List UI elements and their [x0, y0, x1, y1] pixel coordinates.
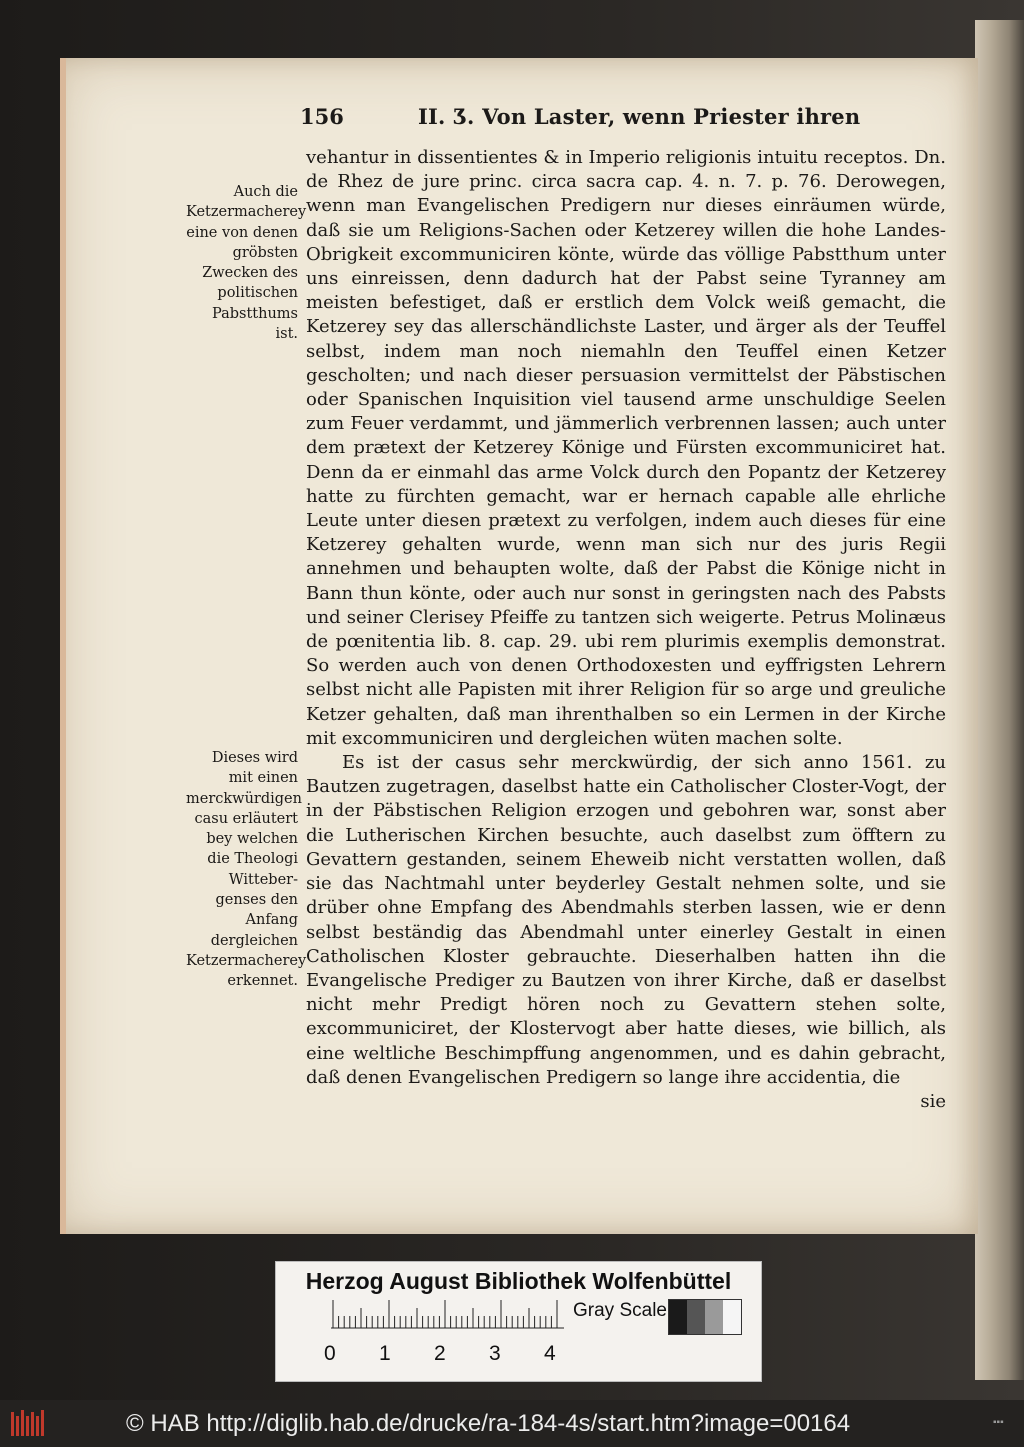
gray-swatch [723, 1300, 741, 1334]
copyright-link[interactable]: © HAB http://diglib.hab.de/drucke/ra-184-4s/start.htm?image=00164 [126, 1410, 851, 1437]
paragraph-1: vehantur in dissentientes & in Imperio religionis intuitu receptos. Dn. de Rhez de jure princ. circa sacra cap. 4. n. 7. p. 76. Derowegen, wenn man Evangelischen Predigern nur dieses einräumen würde, daß sie um Religions-Sachen oder Ketzerey willen die hohe Landes-Obrigkeit excommuniciren könte, würde das völlige Pabstthum unter uns einreissen, denn dadurch hat der Pabst seine Tyranney am meisten befestiget, daß er erstlich dem Volck weiß gemacht, die Ketzerey sey das allerschändlichste Laster, und ärger als der Teuffel selbst, indem man noch niemahln den Teuffel einen Ketzer gescholten; und nach dieser persuasion vermittelst der Päbstischen oder Spanischen Inquisition viel tausend arme unschuldige Seelen zum Feuer verdammt, und jämmerlich verbrennen lassen; auch unter dem prætext der Ketzerey Könige und Fürsten excommuniciret hat. Denn da er einmahl das arme Volck durch den Popantz der Ketzerey hatte zu fürchten gemacht, war er hernach capable alle ehrliche Leute unter diesen prætext zu verfolgen, indem auch dieses für eine Ketzerey gehalten wurde, wenn man sich nur des juris Regii annehmen und behaupten wolte, daß der Pabst die Könige nicht in Bann thun könte, oder auch nur sonst in geringsten nach des Pabsts und seiner Clerisey Pfeiffe zu tantzen sich weigerte. Petrus Molinæus de pœnitentia lib. 8. cap. 29. ubi rem plurimis exemplis demonstrat. So werden auch von denen Orthodoxesten und eyffrigsten Lehrern selbst nicht alle Papisten mit ihrer Religion für so arge und greuliche Ketzer gehalten, daß man ihrenthalben so ein Lermen in der Kirche mit excommuniciren und dergleichen wüten machen solte. [306, 147, 946, 749]
margin-note-2: Dieses wird mit einen merckwürdigen casu erläutert bey welchen die Theologi Wittebergenses den Anfang dergleichen Ketzermacherey erkennet. [186, 750, 307, 990]
body-text [306, 146, 946, 1114]
ruler-labels [324, 1342, 584, 1366]
running-title: II. Ʒ. Von Laster, wenn Priester ihren [418, 104, 861, 129]
library-name: Herzog August Bibliothek Wolfenbüttel [305, 1268, 732, 1294]
gray-swatch [687, 1300, 705, 1334]
gray-scale-swatches [668, 1299, 742, 1335]
gray-scale-label: Gray Scale [573, 1300, 667, 1321]
hab-logo-icon [10, 1408, 48, 1438]
page-header [300, 104, 960, 134]
margin-note-1: Auch die Ketzermacherey eine von denen gröbsten Zwecken des politischen Pabstthums ist. [186, 184, 307, 343]
ruler-icon [331, 1298, 564, 1330]
ruler-label: 1 [379, 1342, 391, 1365]
ruler-label: 3 [489, 1342, 501, 1365]
ruler-label: 4 [544, 1342, 556, 1365]
paragraph-2: Es ist der casus sehr merckwürdig, der sich anno 1561. zu Bautzen zugetragen, daselbst hatte ein Catholischer Closter-Vogt, der in der Päbstischen Religion erzogen und gebohren war, sonst aber die Lutherischen Kirchen besuchte, auch daselbst zum öfftern zu Gevattern gestanden, seinem Eheweib nicht verstatten wollen, daß sie das Nachtmahl unter beyderley Gestalt nehmen solte, und sie drüber ohne Empfang des Abendmahls sterben lassen, wie er denn selbst beständig das Abendmahl unter einerley Gestalt in einen Catholischen Kloster gebrauchte. Dieserhalben hatten ihn die Evangelische Prediger zu Bautzen von ihrer Kirche, daß er daselbst nicht mehr Predigt hören noch zu Gevattern stehen solte, excommuniciret, der Klostervogt aber hatte dieses, wie billich, als eine weltliche Beschimpffung angenommen, und es dahin gebracht, daß denen Evangelischen Predigern so lange ihre accidentia, die [306, 752, 946, 1088]
footer-bar [0, 1400, 1024, 1447]
ruler-label: 0 [324, 1342, 336, 1365]
gray-swatch [705, 1300, 723, 1334]
page-rim [60, 58, 66, 1234]
catchword: sie [920, 1090, 946, 1112]
gray-swatch [669, 1300, 687, 1334]
ruler-label: 2 [434, 1342, 446, 1365]
footer-mark: ▪▪▪ [993, 1417, 1004, 1428]
page-number: 156 [300, 104, 344, 129]
page-edge [975, 20, 1024, 1380]
color-calibration-strip [275, 1261, 762, 1382]
